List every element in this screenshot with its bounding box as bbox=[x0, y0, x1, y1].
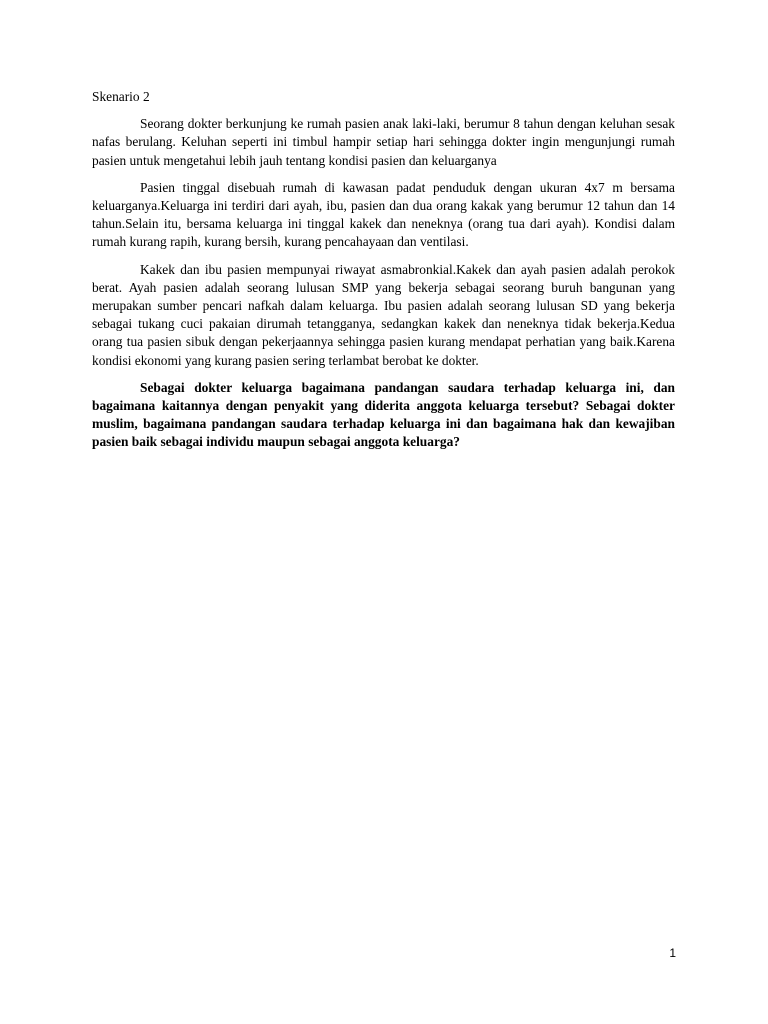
document-page bbox=[92, 88, 675, 461]
paragraph-questions: Sebagai dokter keluarga bagaimana pandangan saudara terhadap keluarga ini, dan bagaimana kaitannya dengan penyakit yang diderita anggota keluarga tersebut? Sebagai dokter muslim, bagaimana pandangan saudara terhadap keluarga ini dan bagaimana hak dan kewajiban pasien baik sebagai individu maupun sebagai anggota keluarga? bbox=[92, 379, 675, 450]
document-title: Skenario 2 bbox=[92, 89, 150, 104]
paragraph-living-conditions: Pasien tinggal disebuah rumah di kawasan padat penduduk dengan ukuran 4x7 m bersama keluarganya.Keluarga ini terdiri dari ayah, ibu, pasien dan dua orang kakak yang berumur 12 tahun dan 14 tahun.Selain itu, bersama keluarga ini tinggal kakek dan neneknya (orang tua dari ayah). Kondisi dalam rumah kurang rapih, kurang bersih, kurang pencahayaan dan ventilasi. bbox=[92, 179, 675, 250]
page-number: 1 bbox=[669, 946, 676, 960]
paragraph-case-intro: Seorang dokter berkunjung ke rumah pasien anak laki-laki, berumur 8 tahun dengan keluhan sesak nafas berulang. Keluhan seperti ini timbul hampir setiap hari sehingga dokter ingin mengunjungi rumah pasien untuk mengetahui lebih jauh tentang kondisi pasien dan keluarganya bbox=[92, 116, 675, 168]
paragraph-family-history: Kakek dan ibu pasien mempunyai riwayat asmabronkial.Kakek dan ayah pasien adalah perokok berat. Ayah pasien adalah seorang lulusan SMP yang bekerja sebagai seorang buruh bangunan yang merupakan sumber pencari nafkah dalam keluarga. Ibu pasien adalah seorang lulusan SD yang bekerja sebagai tukang cuci pakaian dirumah tetangganya, sedangkan kakek dan neneknya tidak bekerja.Kedua orang tua pasien sibuk dengan pekerjaannya sehingga pasien kurang mendapat perhatian yang baik.Karena kondisi ekonomi yang kurang pasien sering terlambat berobat ke dokter. bbox=[92, 261, 675, 368]
